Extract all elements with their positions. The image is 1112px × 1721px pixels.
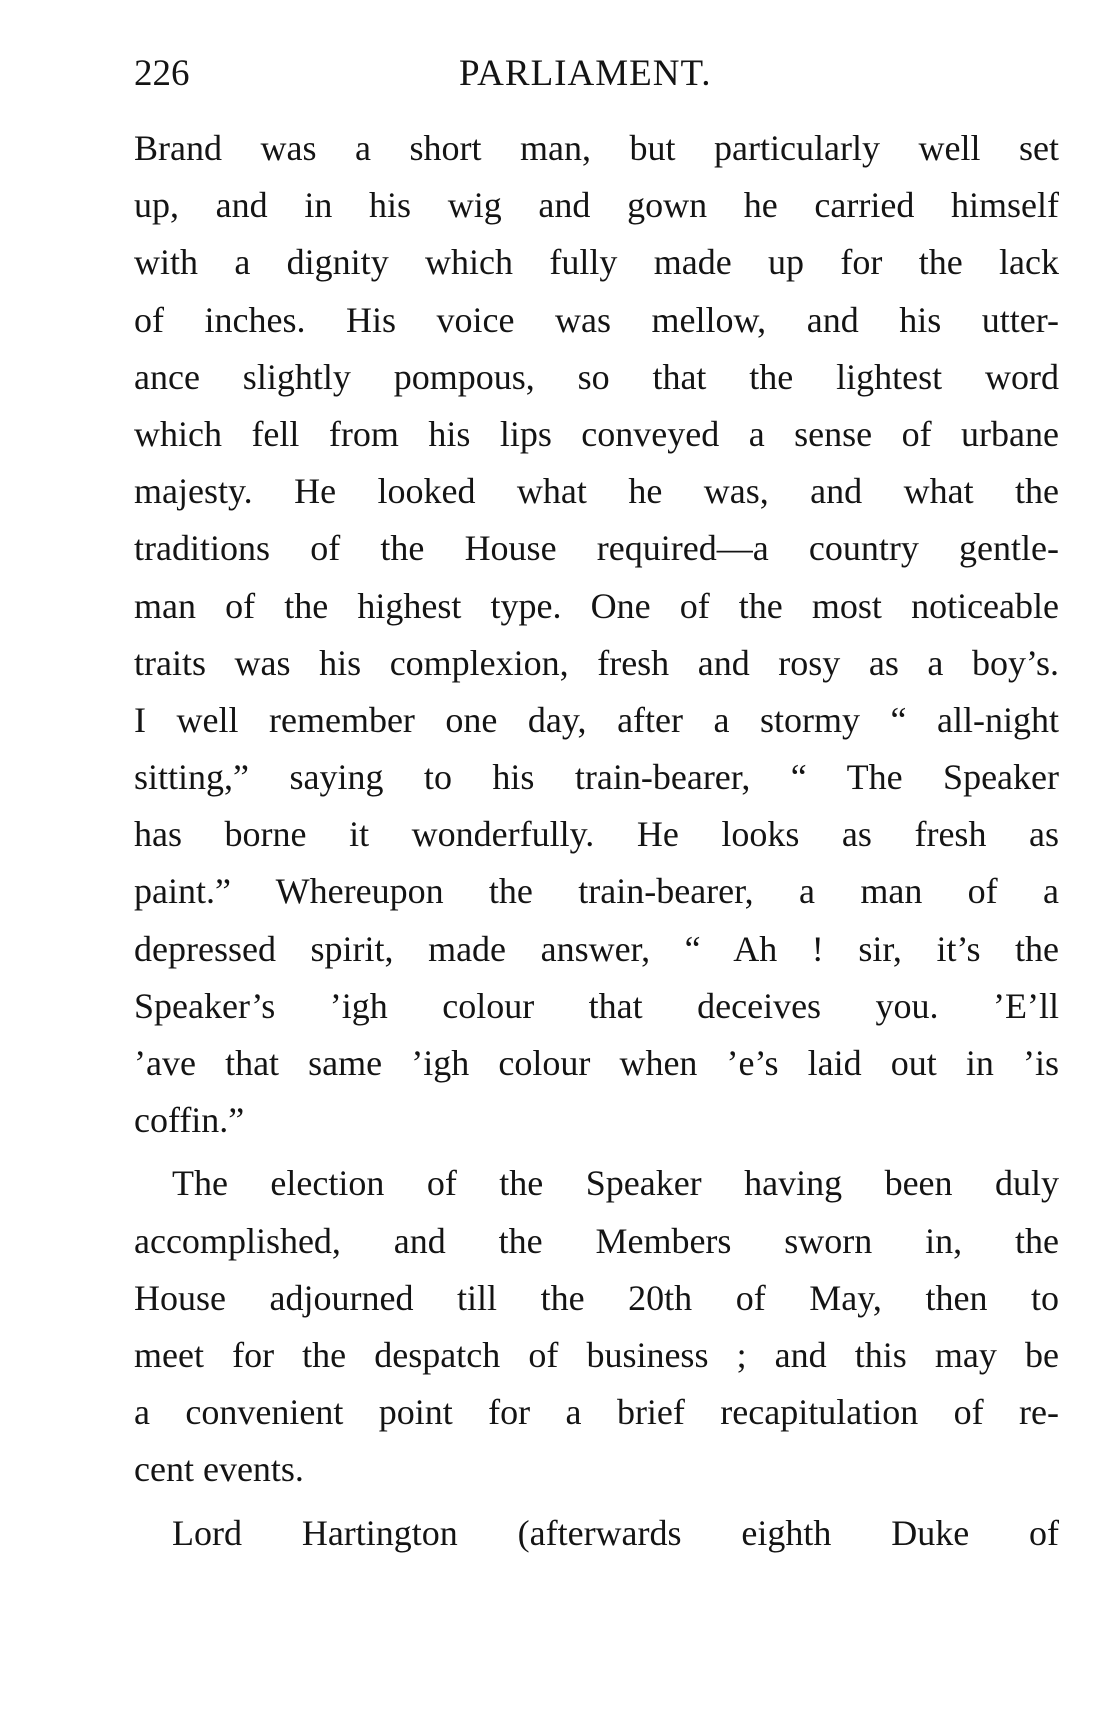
text-line: depressed spirit, made answer, “ Ah ! sir, it’s the xyxy=(134,928,1059,969)
paragraph xyxy=(134,1505,1059,1562)
text-line: accomplished, and the Members sworn in, the xyxy=(134,1220,1059,1261)
text-line: man of the highest type. One of the most noticeable xyxy=(134,585,1059,626)
text-line: traits was his complexion, fresh and rosy as a boy’s. xyxy=(134,642,1059,683)
paragraph xyxy=(134,120,1059,1149)
page-number: 226 xyxy=(134,53,190,94)
text-line: which fell from his lips conveyed a sense of urbane xyxy=(134,413,1059,454)
text-line: up, and in his wig and gown he carried himself xyxy=(134,185,1059,226)
text-line: a convenient point for a brief recapitulation of re- xyxy=(134,1392,1059,1433)
text-line: meet for the despatch of business ; and this may be xyxy=(134,1334,1059,1375)
text-line: The election of the Speaker having been duly xyxy=(172,1163,1059,1204)
text-line: has borne it wonderfully. He looks as fresh as xyxy=(134,814,1059,855)
paragraph xyxy=(134,1155,1059,1498)
body-text xyxy=(134,120,1059,1562)
text-line: ’ave that same ’igh colour when ’e’s laid out in ’is xyxy=(134,1043,1059,1083)
text-line: traditions of the House required—a country gentle- xyxy=(134,528,1059,569)
text-line: sitting,” saying to his train-bearer, “ The Speaker xyxy=(134,757,1059,798)
text-line: of inches. His voice was mellow, and his utter- xyxy=(134,299,1059,340)
text-line: majesty. He looked what he was, and what the xyxy=(134,471,1059,512)
text-line: House adjourned till the 20th of May, then to xyxy=(134,1277,1059,1318)
text-line: I well remember one day, after a stormy “ all-night xyxy=(134,699,1059,740)
running-title: PARLIAMENT. xyxy=(459,53,712,94)
text-line: with a dignity which fully made up for the lack xyxy=(134,242,1059,283)
text-line: paint.” Whereupon the train-bearer, a man of a xyxy=(134,871,1059,912)
running-head xyxy=(134,50,1054,98)
text-line: coffin.” xyxy=(134,1100,245,1141)
text-line: Brand was a short man, but particularly well set xyxy=(134,128,1059,168)
text-line: ance slightly pompous, so that the lightest word xyxy=(134,356,1059,397)
text-line: Speaker’s ’igh colour that deceives you. ’E’ll xyxy=(134,985,1059,1026)
text-line: Lord Hartington (afterwards eighth Duke of xyxy=(172,1512,1059,1553)
text-line: cent events. xyxy=(134,1449,304,1490)
